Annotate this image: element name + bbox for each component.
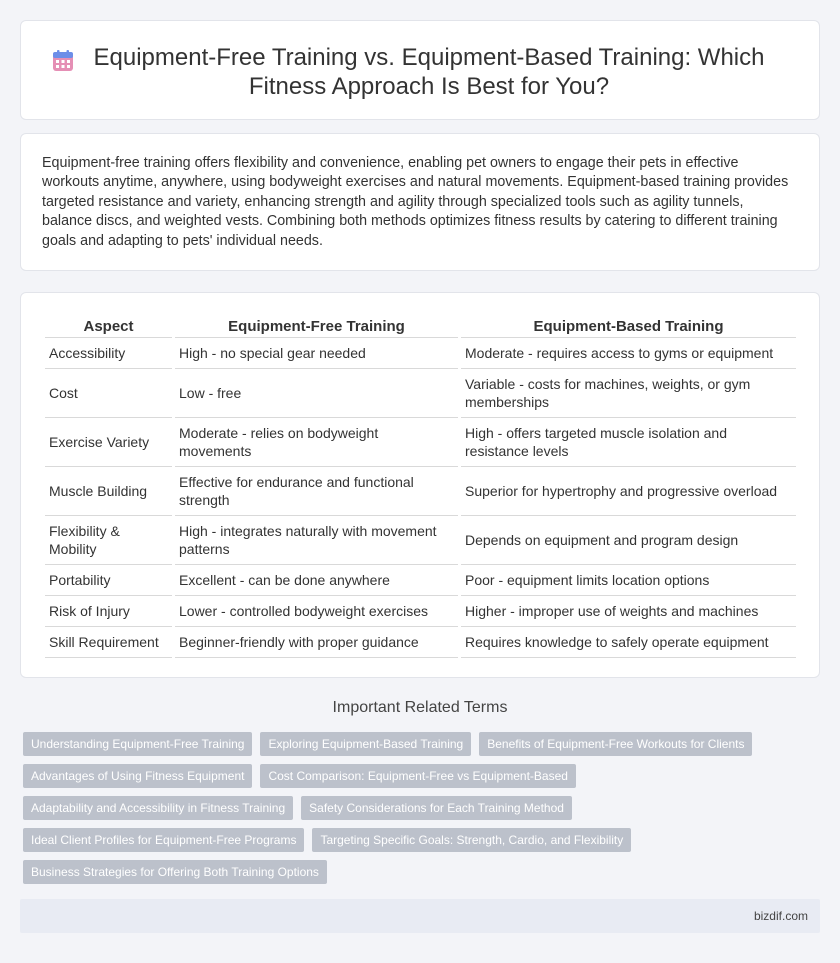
table-cell-aspect: Skill Requirement <box>45 627 172 658</box>
table-cell-based: Variable - costs for machines, weights, or gym memberships <box>461 369 796 418</box>
table-cell-based: Superior for hypertrophy and progressive overload <box>461 467 796 516</box>
related-term-tag[interactable]: Targeting Specific Goals: Strength, Cardio, and Flexibility <box>312 828 631 852</box>
table-cell-aspect: Cost <box>45 369 172 418</box>
table-cell-aspect: Flexibility & Mobility <box>45 516 172 565</box>
footer <box>20 899 820 933</box>
table-cell-aspect: Portability <box>45 565 172 596</box>
table-row <box>45 596 796 627</box>
header-card <box>20 20 820 120</box>
table-cell-free: Low - free <box>175 369 458 418</box>
table-cell-free: High - no special gear needed <box>175 338 458 369</box>
table-cell-aspect: Accessibility <box>45 338 172 369</box>
header-equipment-free: Equipment-Free Training <box>175 316 458 338</box>
table-cell-aspect: Risk of Injury <box>45 596 172 627</box>
table-cell-aspect: Muscle Building <box>45 467 172 516</box>
table-cell-free: Excellent - can be done anywhere <box>175 565 458 596</box>
comparison-table <box>42 316 799 658</box>
related-term-tag[interactable]: Business Strategies for Offering Both Training Options <box>23 860 327 884</box>
table-cell-based: Depends on equipment and program design <box>461 516 796 565</box>
related-term-tag[interactable]: Safety Considerations for Each Training Method <box>301 796 572 820</box>
table-cell-based: Poor - equipment limits location options <box>461 565 796 596</box>
footer-site-link[interactable]: bizdif.com <box>753 909 808 923</box>
related-term-tag[interactable]: Exploring Equipment-Based Training <box>260 732 471 756</box>
related-term-tag[interactable]: Cost Comparison: Equipment-Free vs Equipment-Based <box>260 764 575 788</box>
table-row <box>45 418 796 467</box>
table-row <box>45 467 796 516</box>
table-cell-based: Higher - improper use of weights and machines <box>461 596 796 627</box>
related-term-tag[interactable]: Advantages of Using Fitness Equipment <box>23 764 252 788</box>
header-equipment-based: Equipment-Based Training <box>461 316 796 338</box>
related-term-tag[interactable]: Understanding Equipment-Free Training <box>23 732 252 756</box>
header-aspect: Aspect <box>45 316 172 338</box>
table-row <box>45 565 796 596</box>
related-term-tag[interactable]: Adaptability and Accessibility in Fitness Training <box>23 796 293 820</box>
table-row <box>45 516 796 565</box>
related-terms-title: Important Related Terms <box>332 699 508 716</box>
related-term-tag[interactable]: Benefits of Equipment-Free Workouts for Clients <box>479 732 752 756</box>
table-cell-free: Lower - controlled bodyweight exercises <box>175 596 458 627</box>
table-row <box>45 338 796 369</box>
table-cell-free: Effective for endurance and functional strength <box>175 467 458 516</box>
table-cell-aspect: Exercise Variety <box>45 418 172 467</box>
page-title: Equipment-Free Training vs. Equipment-Based Training: Which Fitness Approach Is Best for You? <box>93 44 765 100</box>
intro-paragraph: Equipment-free training offers flexibility and convenience, enabling pet owners to engage their pets in effective workouts anytime, anywhere, using bodyweight exercises and natural movements. Equipment-based training provides targeted resistance and variety, enhancing strength and agility through specialized tools such as agility tunnels, balance discs, and weighted vests. Combining both methods optimizes fitness results by catering to different training goals and adapting to pets' individual needs. <box>42 155 789 249</box>
table-row <box>45 369 796 418</box>
table-cell-based: Requires knowledge to safely operate equipment <box>461 627 796 658</box>
related-terms-list <box>23 732 823 892</box>
table-cell-based: Moderate - requires access to gyms or equipment <box>461 338 796 369</box>
intro-card <box>20 133 820 271</box>
table-cell-free: Moderate - relies on bodyweight movements <box>175 418 458 467</box>
table-cell-free: High - integrates naturally with movement patterns <box>175 516 458 565</box>
table-cell-free: Beginner-friendly with proper guidance <box>175 627 458 658</box>
table-header-row <box>45 316 796 338</box>
comparison-card <box>20 292 820 678</box>
table-cell-based: High - offers targeted muscle isolation and resistance levels <box>461 418 796 467</box>
table-row <box>45 627 796 658</box>
related-term-tag[interactable]: Ideal Client Profiles for Equipment-Free Programs <box>23 828 304 852</box>
